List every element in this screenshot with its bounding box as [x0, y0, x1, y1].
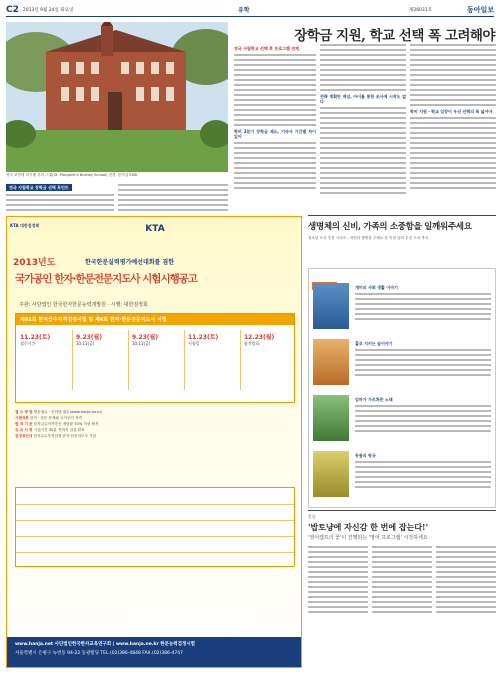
list-item: 개미의 사회 생활 이야기 — [355, 283, 491, 323]
book-cover — [313, 339, 349, 385]
bottom-article — [308, 510, 496, 616]
ad-subheading: 주관: 사단법인 한국한자한문능력개발원 · 시행: 대한검정회 — [19, 302, 148, 308]
schedule-cell: 9.23(월) 10.11(금) — [130, 330, 185, 390]
book-cover — [313, 395, 349, 441]
book-recommendation-panel — [308, 215, 496, 507]
lead-box-title: 영국 사립학교 선택 후 프로그램 연계 — [234, 46, 299, 51]
ad-footer-urls[interactable]: www.hanja.net 사단법인한국한자교육연구회 | www.hanja.ne.kr 한문능력검정시험 — [15, 642, 196, 647]
article-subheadline: '영어캠프의 꽃'이 진행되는 '영어 프로그램' 시작하세요 — [308, 535, 428, 541]
schedule-cell: 11.23(토) 접수기간 — [18, 330, 73, 390]
info-row: 검정료안내 한자급수자격검정 한자·한문지도사 시험 — [15, 434, 96, 438]
info-row: 접 수 방 법 방문접수 · 인터넷 접수(www.hanja.ne.kr) — [15, 410, 103, 414]
issue-number: 제26031호 — [408, 7, 432, 13]
ad-year: 2013년도 — [13, 258, 56, 268]
list-item: 동물의 왕국 — [355, 451, 491, 491]
school-building-image — [6, 22, 228, 172]
article-mid-col-3 — [410, 44, 496, 212]
ad-organization: KTA 대한검정회 — [10, 223, 40, 228]
subhead-2: 전략 계획만 게임, 아이를 통한 조사에 시작도 없다 — [320, 94, 406, 104]
fee-table — [15, 487, 295, 567]
info-row: 시험과목 한자 · 한문 문제와 국가공인 자격 — [15, 416, 83, 420]
exam-schedule-table — [15, 313, 295, 403]
book-list-box — [308, 268, 496, 508]
subhead-3: 학비 지원 · 학교 입장이 우선 선택의 폭 넓어야 — [410, 109, 493, 114]
article-col — [436, 546, 496, 616]
article-left-col-1 — [6, 184, 114, 214]
page-headline: 장학금 지원, 학교 선택 폭 고려해야 — [294, 28, 495, 44]
schedule-cell: 11.23(토) 시험일 — [186, 330, 241, 390]
panel-title: 생명체의 신비, 가족의 소중함을 일깨워주세요 — [308, 222, 472, 232]
issue-date: 2013년 9월 24일 화요일 — [22, 7, 74, 13]
article-headline: '밥토냥에 자신감 한 번에 잡는다!' — [308, 522, 429, 532]
photo-caption: 영국 보딩에 마가렛 부리 스쿨(St. Margaret's Bushey School) 전경. 동아일보DB — [6, 173, 138, 177]
list-item: 엄마가 가르쳐준 노래 — [355, 395, 491, 435]
masthead — [6, 3, 494, 17]
book-cover — [313, 283, 349, 329]
ad-footer-address: 서울특별시 은평구 녹번동 94-22 동광빌딩 TEL.(02)386-4848 FAX.(02)386-4747 — [15, 651, 183, 656]
info-row: 합 격 기 준 한자급수자격증은 정답률 70% 이상 합격 — [15, 422, 99, 426]
schedule-header: 제61회 한자급수자격검정시험 및 제4회 한자·한문전문지도사 시험 — [16, 314, 294, 325]
list-item: 홀로 지키는 숲이야기 — [355, 339, 491, 379]
hanja-exam-advertisement[interactable] — [6, 216, 302, 668]
article-mid-col-1 — [234, 44, 316, 212]
paper-logo[interactable]: 동아일보 — [466, 5, 494, 14]
kta-logo: KTA — [145, 224, 165, 234]
schedule-cell: 9.23(월) 10.11(금) — [74, 330, 129, 390]
article-col — [308, 546, 368, 616]
subhead-1: 학비 2분기 장학금 제도, 기숙사 기간별 차이 있어 — [234, 129, 316, 139]
panel-lead: 청소년 도서 추천 시리즈 - 자연과 생명을 주제로 한 이번 달의 추천 도서 목록 — [308, 236, 429, 240]
ad-year-sub: 한국한문실력평가예선대회를 겸한 — [85, 259, 175, 266]
article-mid-col-2 — [320, 44, 406, 212]
ad-footer[interactable] — [7, 637, 302, 667]
book-cover — [313, 451, 349, 497]
article-col — [372, 546, 432, 616]
exam-info-list — [15, 409, 295, 439]
page-number: C2 — [6, 4, 19, 15]
schedule-cell: 12.23(월) 합격발표 — [244, 334, 275, 346]
box-title: 영국 사립학교 장학금 선택 포인트 — [6, 184, 72, 191]
school-photo — [6, 22, 228, 172]
info-row: 유 의 사 항 시험시간 30분 전까지 입실 완료 — [15, 428, 85, 432]
article-label: 알림 — [308, 514, 316, 519]
ad-headline: 국가공인 한자·한문전문지도사 시험시행공고 — [15, 273, 198, 285]
section-name: 유학 — [238, 7, 250, 14]
article-left-col-2 — [118, 184, 228, 214]
